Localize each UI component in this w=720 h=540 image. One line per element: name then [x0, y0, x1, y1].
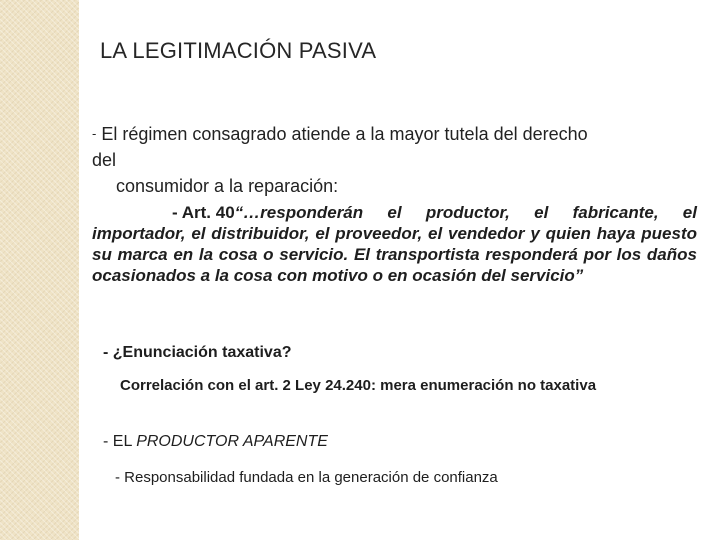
bullet-regimen-line2: del — [92, 150, 117, 170]
productor-prefix: - EL — [103, 433, 137, 450]
bullet-regimen-line1: El régimen consagrado atiende a la mayor tutela del derecho — [96, 124, 588, 144]
responsabilidad-note: - Responsabilidad fundada en la generación de confianza — [115, 469, 498, 486]
article-40-lead: - Art. 40 — [172, 203, 235, 222]
enumeration-question: - ¿Enunciación taxativa? — [103, 344, 292, 361]
productor-aparente-bullet — [103, 433, 328, 451]
bullet-dash: - — [92, 126, 97, 141]
decorative-side-band — [0, 0, 79, 540]
slide-title: LA LEGITIMACIÓN PASIVA — [100, 38, 377, 63]
bullet-regimen-line3: consumidor a la reparación: — [116, 176, 339, 196]
article-40-text: “…responderán el productor, el fabricante, el importador, el distribuidor, el proveedor, el vendedor y quien haya puesto su marca en la cosa o servicio. El transportista responderá por los daños ocasionados a la cosa con motivo o en ocasión del servicio” — [92, 203, 697, 285]
article-40-quote — [92, 202, 697, 286]
bullet-regimen — [92, 121, 704, 199]
productor-aparente-label: PRODUCTOR APARENTE — [136, 433, 328, 450]
correlation-note: Correlación con el art. 2 Ley 24.240: mera enumeración no taxativa — [120, 377, 597, 394]
